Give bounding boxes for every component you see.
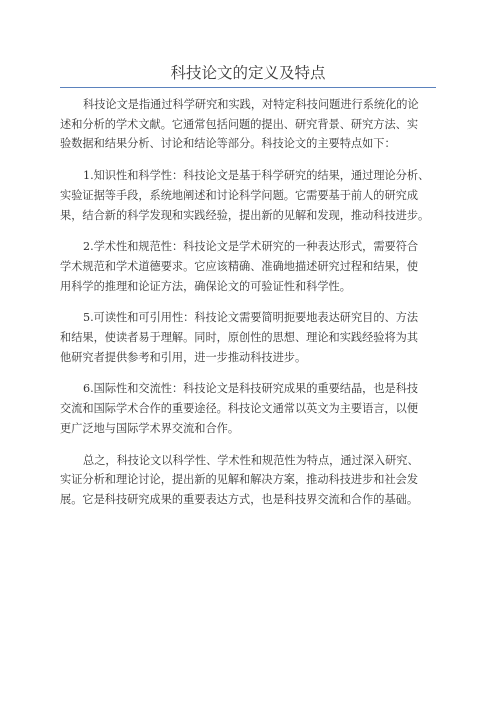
- paragraph-line: 展。它是科技研究成果的重要表达方式，也是科技界交流和合作的基础。: [60, 492, 419, 506]
- paragraph-line: 验数据和结果分析、讨论和结论等部分。科技论文的主要特点如下：: [60, 137, 396, 151]
- paragraph-line: 述和分析的学术文献。它通常包括问题的提出、研究背景、研究方法、实: [60, 117, 419, 131]
- paragraph-intro: [60, 95, 438, 154]
- paragraph-point-5: [60, 308, 438, 367]
- paragraph-line: 总之，科技论文以科学性、学术性和规范性为特点，通过深入研究、: [83, 453, 419, 467]
- paragraph-line: 交流和国际学术合作的重要途径。科技论文通常以英文为主要语言，以便: [60, 402, 419, 416]
- paragraph-line: 实证分析和理论讨论，提出新的见解和解决方案，推动科技进步和社会发: [60, 473, 419, 487]
- paragraph-conclusion: [60, 451, 438, 510]
- paragraph-line: 他研究者提供参考和引用，进一步推动科技进步。: [60, 350, 307, 364]
- paragraph-line: 学术规范和学术道德要求。它应该精确、准确地描述研究过程和结果，使: [60, 259, 419, 273]
- paragraph-point-1: [60, 166, 438, 225]
- paragraph-line: 科技论文是指通过科学研究和实践，对特定科技问题进行系统化的论: [83, 98, 419, 111]
- paragraph-line: 5.可读性和可引用性：科技论文需要简明扼要地表达研究目的、方法: [83, 311, 419, 325]
- paragraph-line: 6.国际性和交流性：科技论文是科技研究成果的重要结晶，也是科技: [83, 382, 419, 396]
- paragraph-point-2: [60, 237, 438, 296]
- document-title: 科技论文的定义及特点: [170, 64, 326, 82]
- paragraph-line: 更广泛地与国际学术界交流和合作。: [60, 421, 240, 435]
- paragraph-line: 用科学的推理和论证方法，确保论文的可验证性和科学性。: [60, 279, 351, 293]
- document-body: [60, 95, 438, 522]
- paragraph-line: 果，结合新的科学发现和实践经验，提出新的见解和发现，推动科技进步。: [60, 208, 430, 222]
- title-divider: [60, 87, 436, 88]
- paragraph-line: 2.学术性和规范性：科技论文是学术研究的一种表达形式，需要符合: [83, 240, 419, 254]
- paragraph-line: 实验证据等手段，系统地阐述和讨论科学问题。它需要基于前人的研究成: [60, 188, 419, 202]
- paragraph-line: 1.知识性和科学性：科技论文是基于科学研究的结果，通过理论分析、: [83, 169, 430, 183]
- paragraph-point-6: [60, 379, 438, 438]
- paragraph-line: 和结果，使读者易于理解。同时，原创性的思想、理论和实践经验将为其: [60, 331, 419, 345]
